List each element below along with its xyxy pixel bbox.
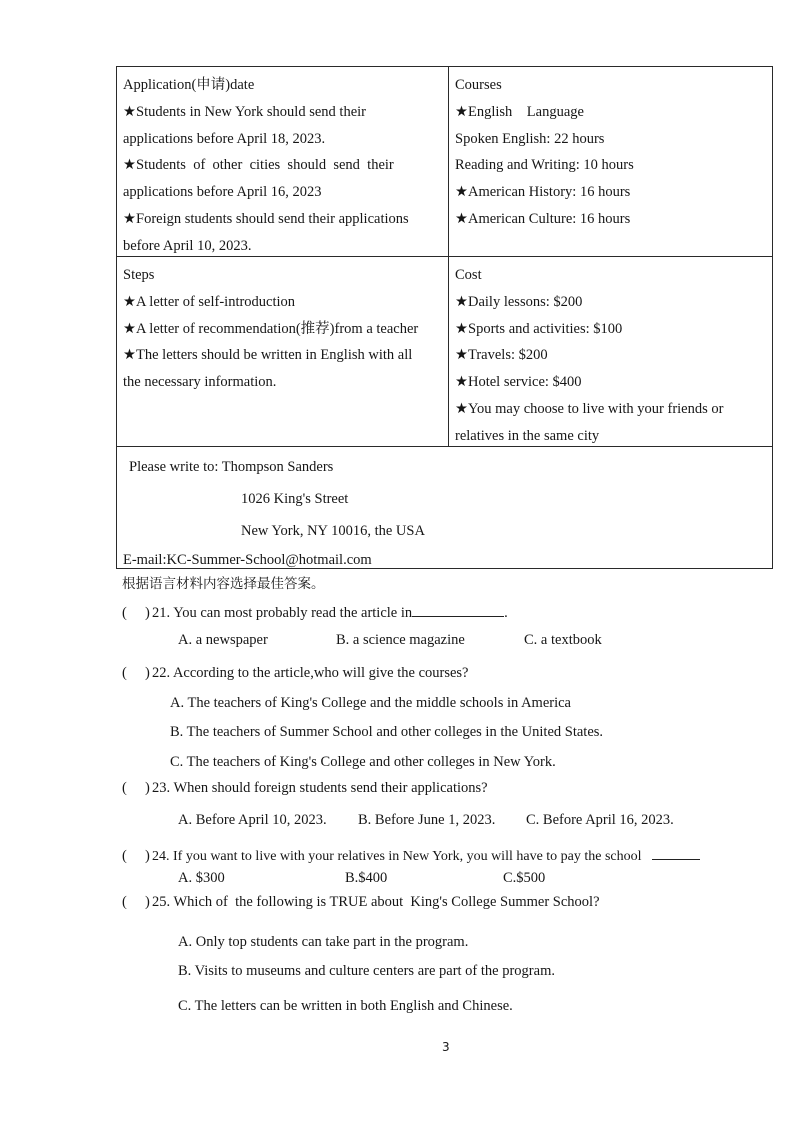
- courses-line: Reading and Writing: 10 hours: [455, 157, 634, 174]
- option-24-b: B.$400: [345, 870, 388, 886]
- steps-line: the necessary information.: [123, 374, 277, 391]
- option-23-c: C. Before April 16, 2023.: [526, 812, 674, 828]
- question-21: [122, 602, 508, 622]
- courses-cell: [449, 67, 772, 256]
- option-22-b: B. The teachers of Summer School and other colleges in the United States.: [170, 724, 604, 740]
- address-lead: Please write to: Thompson Sanders: [129, 459, 334, 475]
- application-line: applications before April 16, 2023: [123, 184, 322, 201]
- steps-heading: Steps: [123, 267, 155, 283]
- application-line: ★Students in New York should send their: [123, 103, 366, 120]
- cost-line: ★Daily lessons: $200: [455, 293, 583, 310]
- option-24-c: C.$500: [503, 870, 546, 886]
- table-row-address: [117, 447, 772, 568]
- option-22-c: C. The teachers of King's College and other colleges in New York.: [170, 754, 556, 770]
- steps-cell: [117, 257, 449, 446]
- cost-line: ★Sports and activities: $100: [455, 320, 623, 337]
- answer-blank[interactable]: [652, 845, 700, 860]
- steps-line: ★A letter of self-introduction: [123, 293, 296, 310]
- question-stem: 23. When should foreign students send their applications?: [152, 780, 488, 796]
- application-line: before April 10, 2023.: [123, 237, 252, 254]
- address-city: New York, NY 10016, the USA: [241, 523, 425, 539]
- option-23-a: A. Before April 10, 2023.: [178, 812, 327, 828]
- courses-line: ★American Culture: 16 hours: [455, 210, 631, 227]
- answer-paren[interactable]: ( ): [122, 848, 150, 864]
- option-25-a: A. Only top students can take part in the program.: [178, 934, 469, 950]
- courses-heading: Courses: [455, 77, 502, 93]
- cost-line: ★Hotel service: $400: [455, 374, 582, 391]
- answer-paren[interactable]: ( ): [122, 780, 150, 796]
- option-21-b: B. a science magazine: [336, 632, 465, 648]
- application-line: ★Foreign students should send their applications: [123, 210, 409, 227]
- cost-cell: [449, 257, 772, 446]
- steps-line: ★A letter of recommendation(推荐)from a teacher: [123, 320, 419, 337]
- application-line: ★Students of other cities should send their: [123, 157, 394, 174]
- option-22-a: A. The teachers of King's College and the middle schools in America: [170, 695, 571, 711]
- address-street: 1026 King's Street: [241, 491, 349, 507]
- courses-line: Spoken English: 22 hours: [455, 130, 605, 147]
- question-stem: 21. You can most probably read the article in: [152, 605, 413, 621]
- cost-heading: Cost: [455, 267, 482, 283]
- application-date-cell: [117, 67, 449, 256]
- info-table: [116, 66, 773, 569]
- section-instruction: 根据语言材料内容选择最佳答案。: [122, 576, 325, 592]
- cost-line: relatives in the same city: [455, 427, 600, 444]
- answer-paren[interactable]: ( ): [122, 605, 150, 621]
- question-stem: 25. Which of the following is TRUE about King's College Summer School?: [152, 894, 600, 910]
- option-25-c: C. The letters can be written in both English and Chinese.: [178, 998, 513, 1014]
- option-25-b: B. Visits to museums and culture centers are part of the program.: [178, 963, 555, 979]
- question-stem: 24. If you want to live with your relatives in New York, you will have to pay the school: [152, 849, 642, 864]
- page-number: 3: [442, 1040, 450, 1054]
- answer-blank[interactable]: [412, 602, 504, 617]
- option-21-a: A. a newspaper: [178, 632, 268, 648]
- option-23-b: B. Before June 1, 2023.: [358, 812, 496, 828]
- question-24: [122, 845, 700, 865]
- question-stem-end: .: [504, 605, 508, 621]
- question-25: [122, 894, 600, 911]
- answer-paren[interactable]: ( ): [122, 665, 150, 681]
- table-row-steps-cost: [117, 257, 772, 447]
- table-row-application-courses: [117, 67, 772, 257]
- question-23: [122, 780, 488, 797]
- courses-line: ★American History: 16 hours: [455, 184, 631, 201]
- cost-line: ★You may choose to live with your friends or: [455, 400, 724, 417]
- option-24-a: A. $300: [178, 870, 225, 886]
- application-heading: Application(申请)date: [123, 77, 255, 93]
- address-cell: [117, 447, 772, 568]
- email-address: E-mail:KC-Summer-School@hotmail.com: [123, 552, 372, 568]
- cost-line: ★Travels: $200: [455, 347, 548, 364]
- application-line: applications before April 18, 2023.: [123, 130, 326, 147]
- question-22: [122, 665, 469, 682]
- courses-line: ★English Language: [455, 103, 584, 120]
- steps-line: ★The letters should be written in English with all: [123, 347, 413, 364]
- answer-paren[interactable]: ( ): [122, 894, 150, 910]
- option-21-c: C. a textbook: [524, 632, 602, 648]
- question-stem: 22. According to the article,who will give the courses?: [152, 665, 469, 681]
